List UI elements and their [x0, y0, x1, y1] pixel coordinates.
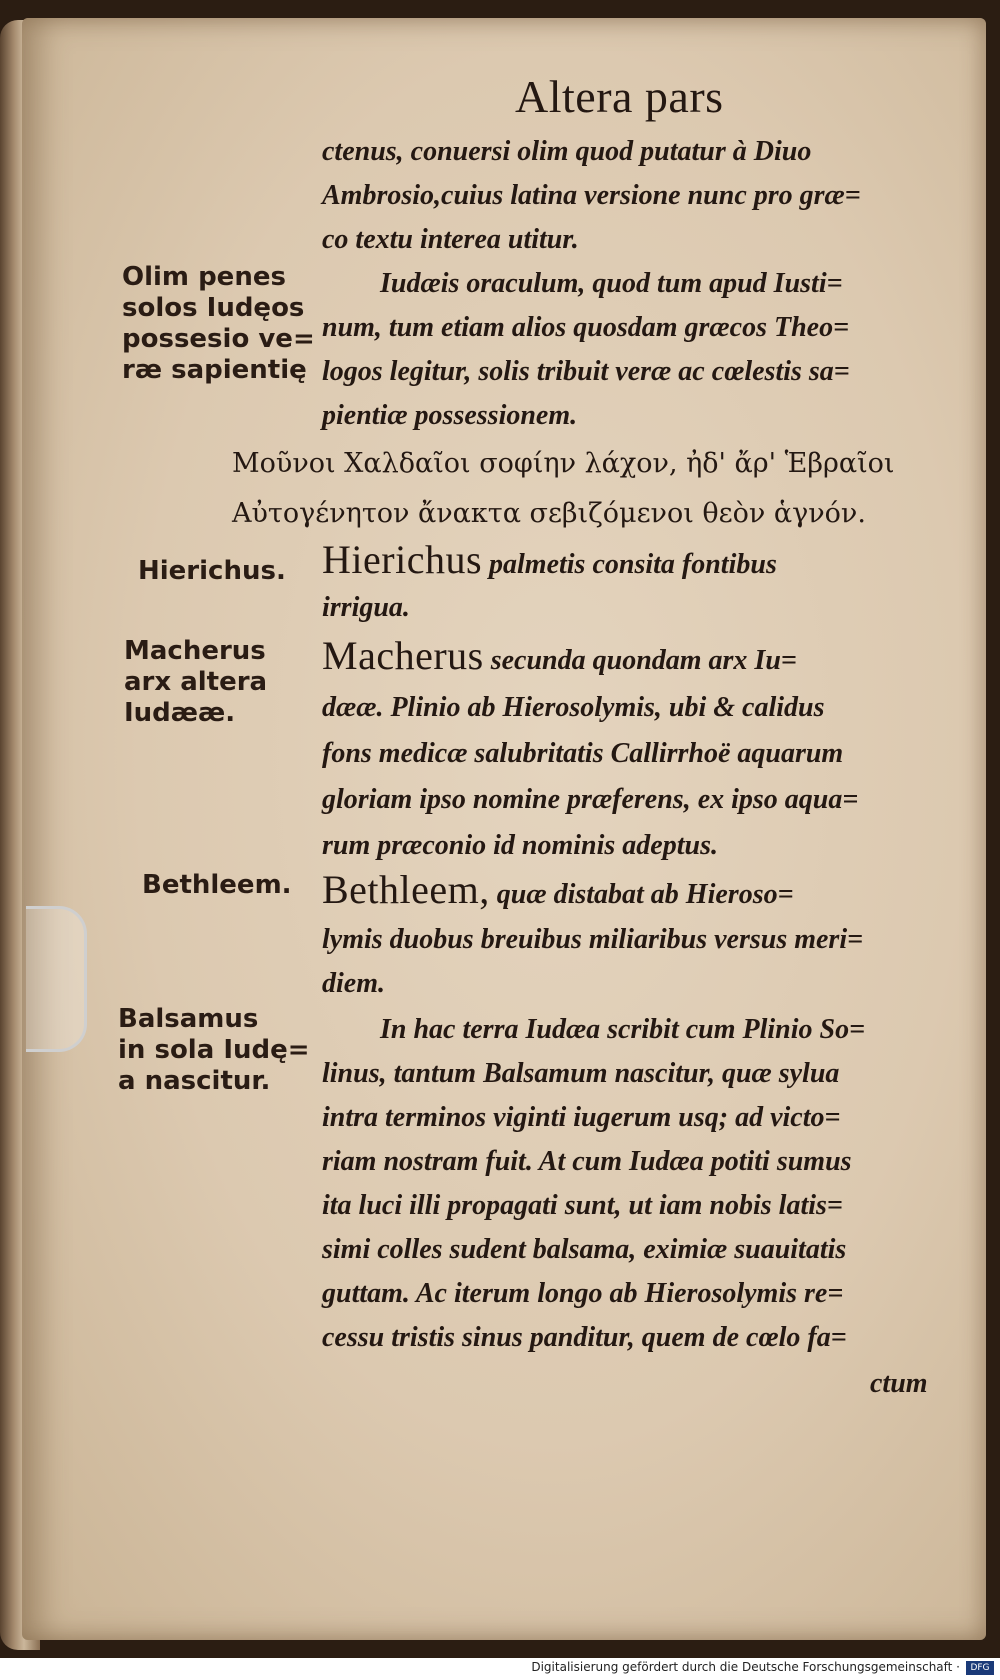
body-line-7: pientiæ possessionem. — [322, 400, 578, 431]
marginal-note-line: possesio ve= — [122, 324, 315, 354]
marginal-note-line: ræ sapientię — [122, 355, 307, 385]
body-line-24: guttam. Ac iterum longo ab Hierosolymis re= — [322, 1278, 844, 1309]
body-line-4: Iudæis oraculum, quod tum apud Iusti= — [380, 268, 843, 299]
body-line-8-rest: palmetis consita fontibus — [482, 549, 777, 580]
entry-heading-hierichus: Hierichus — [322, 537, 483, 582]
body-line-23: simi colles sudent balsama, eximiæ suauitatis — [322, 1234, 847, 1265]
marginal-note-line: solos Iudęos — [122, 293, 305, 323]
body-line-5: num, tum etiam alios quosdam græcos Theo= — [322, 312, 850, 343]
body-line-10 — [322, 634, 952, 683]
body-line-21: riam nostram fuit. At cum Iudæa potiti sumus — [322, 1146, 852, 1177]
catchword: ctum — [870, 1368, 928, 1399]
marginal-note-macherus — [124, 636, 267, 729]
marginal-note-hierichus: Hierichus. — [138, 556, 286, 586]
body-line-17: diem. — [322, 968, 385, 999]
body-line-10-rest: secunda quondam arx Iu= — [483, 645, 797, 676]
body-line-11: dææ. Plinio ab Hierosolymis, ubi & calidus — [322, 692, 825, 723]
marginal-note-balsamus — [118, 1004, 310, 1097]
marginal-note-line: Olim penes — [122, 262, 286, 292]
greek-line-1: Μοῦνοι Χαλδαῖοι σοφίην λάχον, ἠδ' ἄρ' Ἑβραῖοι — [232, 448, 895, 479]
marginal-note-line: arx altera — [124, 667, 268, 697]
dfg-logo-icon: DFG — [966, 1661, 994, 1675]
body-line-1: ctenus, conuersi olim quod putatur à Diuo — [322, 136, 812, 167]
body-line-20: intra terminos viginti iugerum usq; ad victo= — [322, 1102, 841, 1133]
body-line-9: irrigua. — [322, 592, 410, 623]
marginal-note-line: Macherus — [124, 636, 266, 666]
marginal-note-line: a nascitur. — [118, 1066, 271, 1096]
body-line-18: In hac terra Iudæa scribit cum Plinio So= — [380, 1014, 866, 1045]
marginal-note-sapientia — [122, 262, 315, 386]
body-line-8 — [322, 538, 952, 587]
entry-heading-macherus: Macherus — [322, 633, 484, 678]
body-line-16: lymis duobus breuibus miliaribus versus meri= — [322, 924, 864, 955]
body-line-14: rum præconio id nominis adeptus. — [322, 830, 718, 861]
marginal-note-line: in sola Iudę= — [118, 1035, 310, 1065]
marginal-note-line: Balsamus — [118, 1004, 259, 1034]
body-line-15-rest: quæ distabat ab Hieroso= — [489, 879, 794, 910]
page-header: Altera pars — [515, 71, 724, 122]
body-line-12: fons medicæ salubritatis Callirrhoë aquarum — [322, 738, 844, 769]
greek-line-2: Αὐτογένητον ἄνακτα σεβιζόμενοι θεὸν ἁγνόν. — [232, 498, 866, 529]
footer-credit: Digitalisierung gefördert durch die Deutsche Forschungsgemeinschaft · — [531, 1660, 960, 1674]
body-line-2: Ambrosio,cuius latina versione nunc pro græ= — [322, 180, 861, 211]
body-line-15 — [322, 868, 952, 917]
body-line-6: logos legitur, solis tribuit veræ ac cœlestis sa= — [322, 356, 850, 387]
body-line-13: gloriam ipso nomine præferens, ex ipso aqua= — [322, 784, 859, 815]
marginal-note-bethleem: Bethleem. — [142, 870, 292, 900]
entry-heading-bethleem: Bethleem, — [322, 867, 490, 912]
body-line-19: linus, tantum Balsamum nascitur, quæ sylua — [322, 1058, 840, 1089]
page-clip — [26, 906, 87, 1052]
footer-bar — [0, 1658, 1000, 1680]
body-line-3: co textu interea utitur. — [322, 224, 579, 255]
marginal-note-line: Iudææ. — [124, 698, 236, 728]
body-line-22: ita luci illi propagati sunt, ut iam nobis latis= — [322, 1190, 843, 1221]
body-line-25: cessu tristis sinus panditur, quem de cœlo fa= — [322, 1322, 847, 1353]
